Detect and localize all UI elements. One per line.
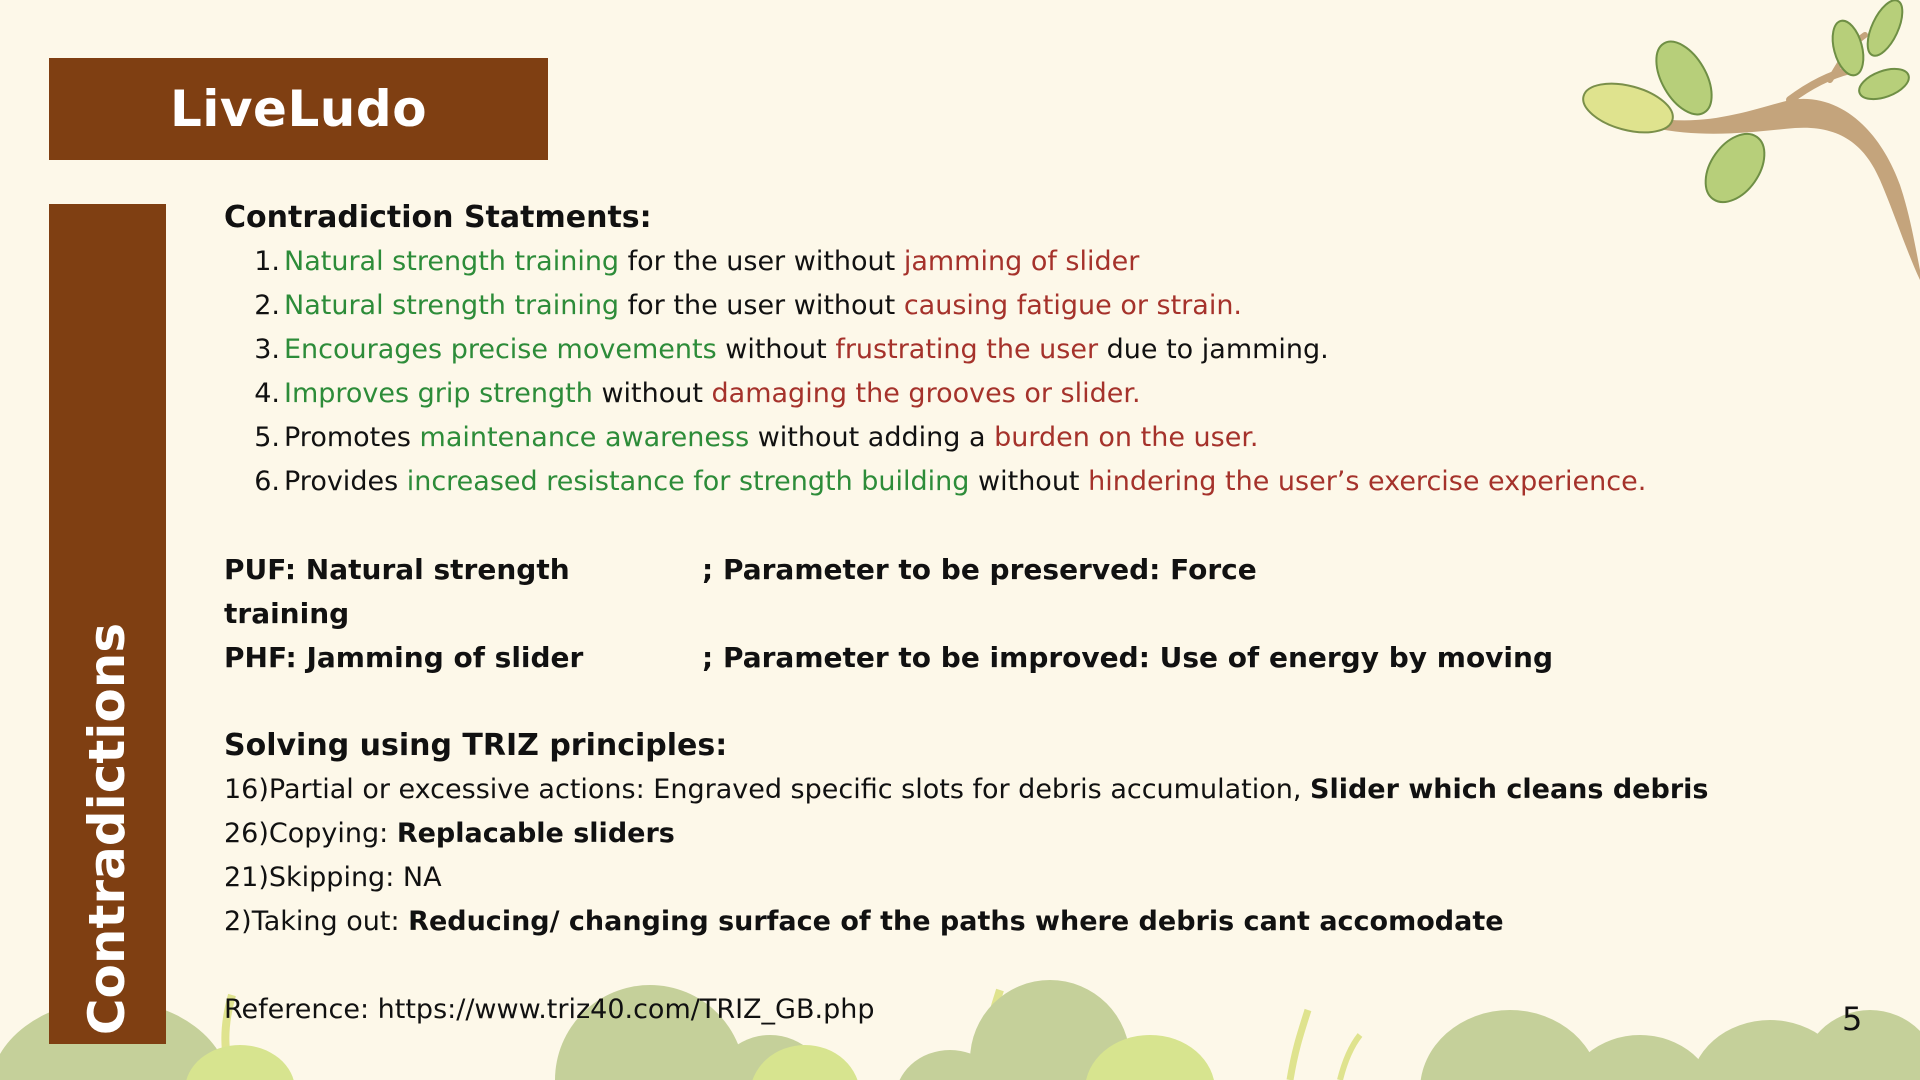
statement-item [224, 328, 1784, 372]
triz-line: 16)Partial or excessive actions: Engraved specific slots for debris accumulation, Slider which cleans debris [224, 774, 1709, 805]
triz-line: 26)Copying: Replacable sliders [224, 818, 675, 849]
statement-text: Natural strength training for the user without jamming of slider [284, 246, 1140, 277]
statement-text: Encourages precise movements without frustrating the user due to jamming. [284, 334, 1329, 365]
triz-line: 2)Taking out: Reducing/ changing surface of the paths where debris cant accomodate [224, 906, 1504, 937]
statement-item [224, 372, 1784, 416]
triz-line: 21)Skipping: NA [224, 862, 442, 893]
slide-content [224, 196, 1784, 1032]
statement-text: Promotes maintenance awareness without adding a burden on the user. [284, 422, 1259, 453]
section-label: Contradictions [78, 622, 136, 1036]
page-number: 5 [1842, 1000, 1863, 1038]
statement-number: 5. [254, 422, 280, 453]
statement-text: Provides increased resistance for strength building without hindering the user’s exercise experience. [284, 466, 1647, 497]
statement-number: 6. [254, 466, 280, 497]
puf-parameter: ; Parameter to be preserved: Force [702, 553, 1257, 586]
statement-text: Natural strength training for the user without causing fatigue or strain. [284, 290, 1243, 321]
phf-label: PHF: Jamming of slider [224, 641, 584, 674]
statement-text: Improves grip strength without damaging the grooves or slider. [284, 378, 1141, 409]
statement-number: 1. [254, 246, 280, 277]
statement-item [224, 460, 1784, 504]
slide-title: LiveLudo [49, 58, 548, 160]
phf-row [224, 636, 1784, 680]
triz-heading: Solving using TRIZ principles: [224, 728, 728, 763]
statement-number: 4. [254, 378, 280, 409]
statements-heading: Contradiction Statments: [224, 200, 652, 235]
statement-item [224, 284, 1784, 328]
phf-parameter: ; Parameter to be improved: Use of energy by moving [702, 641, 1554, 674]
statement-number: 3. [254, 334, 280, 365]
section-sidebar [49, 204, 166, 1044]
statement-number: 2. [254, 290, 280, 321]
reference-link[interactable]: Reference: https://www.triz40.com/TRIZ_GB.php [224, 994, 875, 1025]
puf-row [224, 548, 1784, 636]
statement-item [224, 240, 1784, 284]
statement-item [224, 416, 1784, 460]
puf-label: PUF: Natural strength training [224, 553, 570, 630]
statement-list [224, 240, 1784, 504]
